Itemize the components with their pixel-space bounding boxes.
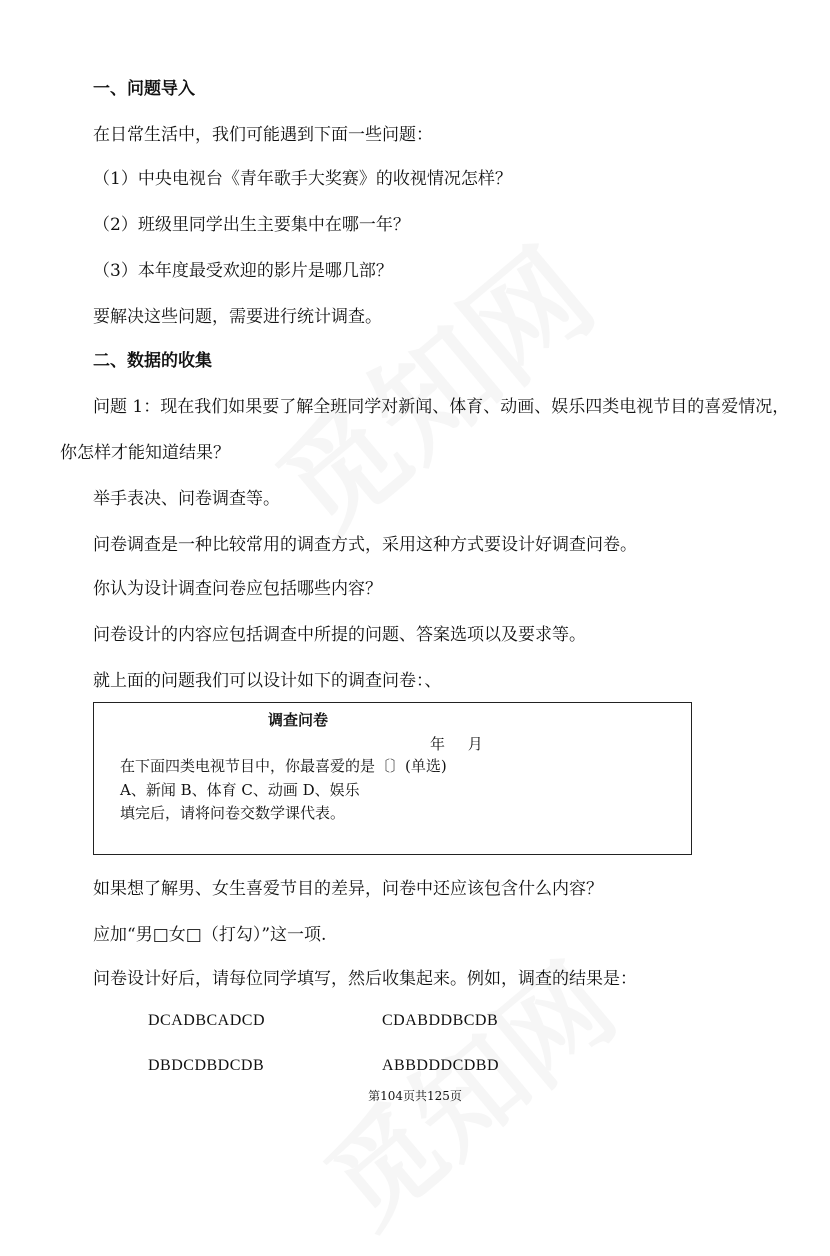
- paragraph: 应加“男□女□（打勾）”这一项.: [93, 925, 327, 945]
- survey-instruction: 填完后，请将问卷交数学课代表。: [120, 804, 346, 822]
- question-1: （1）中央电视台《青年歌手大奖赛》的收视情况怎样？: [93, 169, 512, 189]
- paragraph-continued: 你怎样才能知道结果？: [60, 443, 230, 463]
- question-3: （3）本年度最受欢迎的影片是哪几部？: [93, 261, 393, 281]
- paragraph: 就上面的问题我们可以设计如下的调查问卷：、: [93, 671, 442, 691]
- survey-question: 在下面四类电视节目中，你最喜爱的是〔〕(单选): [120, 757, 447, 775]
- page-number: 第104页共125页: [368, 1089, 462, 1103]
- paragraph: 问题 1：现在我们如果要了解全班同学对新闻、体育、动画、娱乐四类电视节目的喜爱情况，: [93, 397, 790, 417]
- paragraph: 如果想了解男、女生喜爱节目的差异，问卷中还应该包含什么内容？: [93, 879, 603, 899]
- result-row-1-col-1: DCADBCADCD: [148, 1012, 266, 1029]
- result-row-1-col-2: CDABDDBCDB: [382, 1012, 499, 1029]
- survey-options: A、新闻 B、体育 C、动画 D、娱乐: [120, 781, 360, 799]
- paragraph: 问卷设计好后，请每位同学填写，然后收集起来。例如，调查的结果是：: [93, 969, 637, 989]
- section-2-title: 二、数据的收集: [93, 351, 212, 371]
- section-1-title: 一、问题导入: [93, 79, 195, 99]
- result-row-2-col-2: ABBDDDCDBD: [382, 1057, 500, 1074]
- paragraph: 在日常生活中，我们可能遇到下面一些问题：: [93, 125, 433, 145]
- survey-box: [93, 702, 692, 855]
- paragraph: 要解决这些问题，需要进行统计调查。: [93, 307, 382, 327]
- paragraph: 举手表决、问卷调查等。: [93, 489, 280, 509]
- survey-date: 年 月: [430, 735, 483, 753]
- survey-title: 调查问卷: [268, 711, 329, 729]
- paragraph: 问卷调查是一种比较常用的调查方式，采用这种方式要设计好调查问卷。: [93, 535, 637, 555]
- paragraph: 你认为设计调查问卷应包括哪些内容？: [93, 579, 382, 599]
- paragraph: 问卷设计的内容应包括调查中所提的问题、答案选项以及要求等。: [93, 625, 586, 645]
- question-2: （2）班级里同学出生主要集中在哪一年？: [93, 215, 410, 235]
- result-row-2-col-1: DBDCDBDCDB: [148, 1057, 265, 1074]
